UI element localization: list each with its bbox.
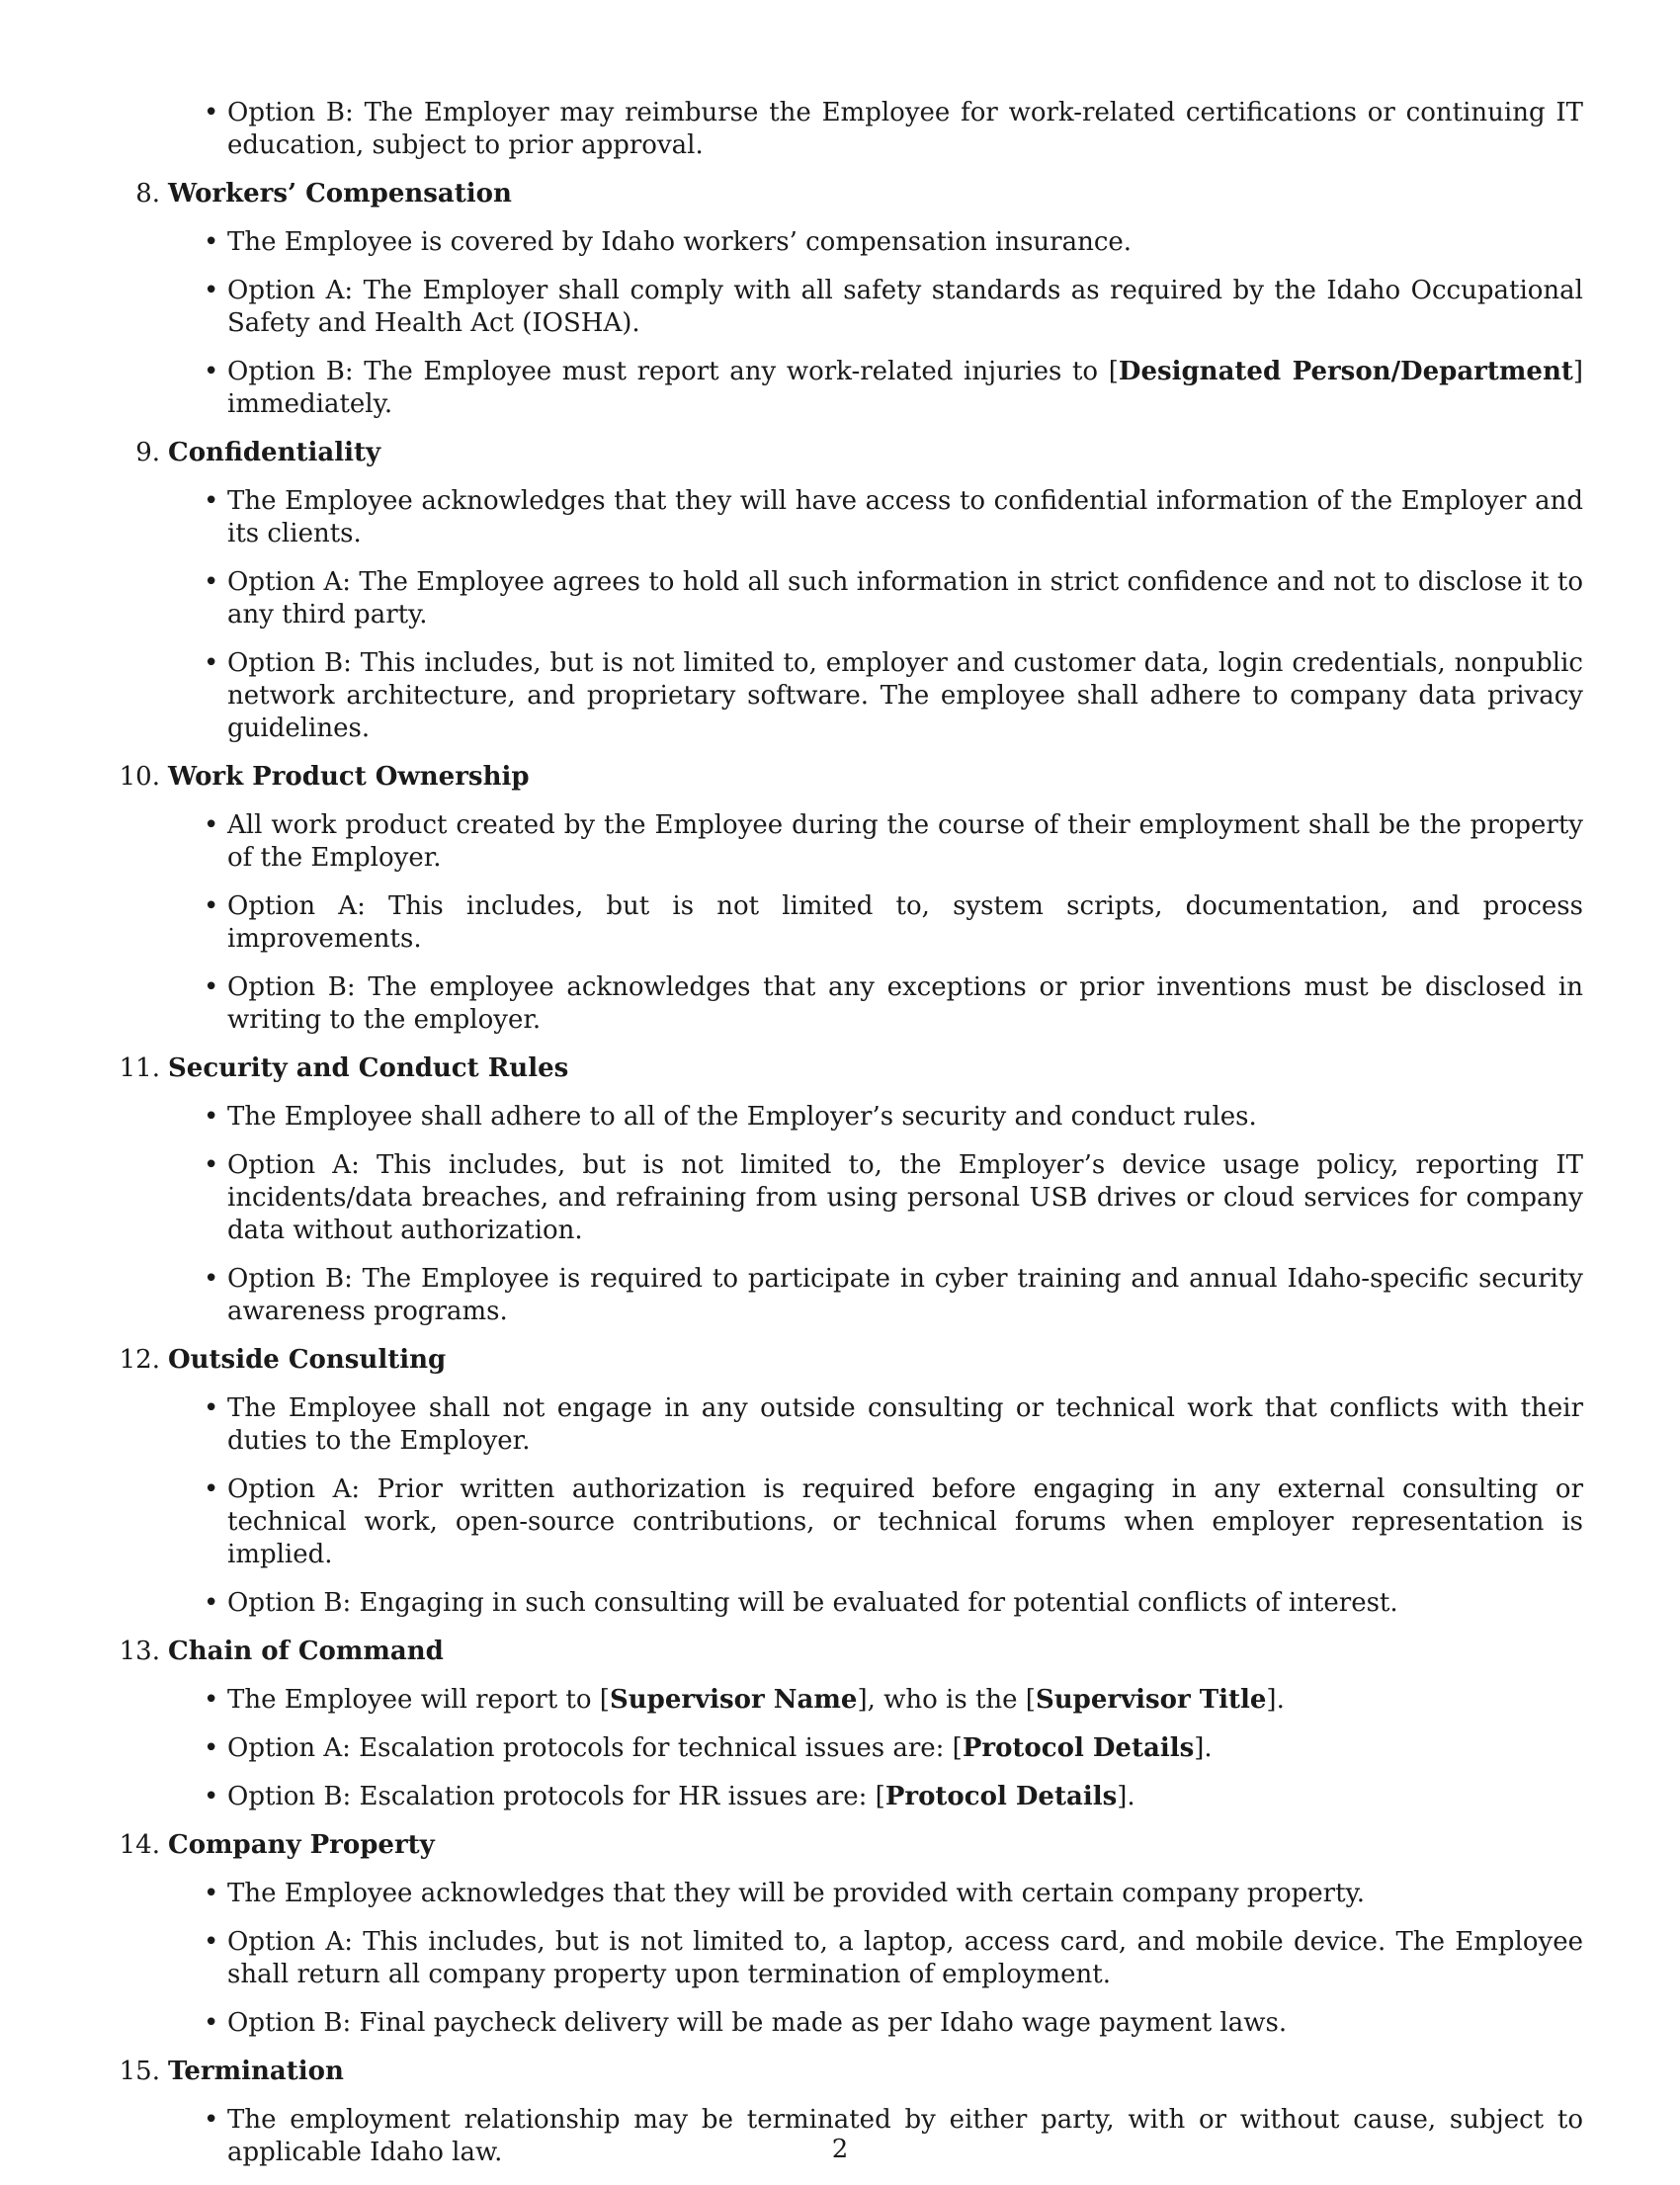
section-title: Security and Conduct Rules <box>168 1053 569 1083</box>
document-body <box>119 97 1584 2185</box>
section-number: 10. <box>119 762 160 792</box>
section-heading <box>130 178 1583 210</box>
section-title: Termination <box>168 2057 344 2086</box>
section-bullet: • Option B: Escalation protocols for HR issues are: [Protocol Details]. <box>130 1781 1583 1813</box>
section-number: 15. <box>119 2057 160 2086</box>
section-number: 8. <box>135 179 160 209</box>
section-bullet: • Option A: The Employer shall comply with all safety standards as required by the Idaho Occupational Safety and Health Act (IOSHA). <box>130 275 1583 340</box>
section-title: Chain of Command <box>168 1637 444 1666</box>
placeholder-field: Supervisor Title <box>1035 1685 1267 1715</box>
section-number: 14. <box>119 1830 160 1860</box>
placeholder-field: Supervisor Name <box>609 1685 858 1715</box>
section-bullet: • The Employee is covered by Idaho workers’ compensation insurance. <box>130 226 1583 259</box>
section-bullet: • The Employee shall adhere to all of the Employer’s security and conduct rules. <box>130 1101 1583 1134</box>
section-heading <box>119 1829 1583 1862</box>
section-heading <box>130 437 1583 469</box>
intro-bullet: • Option B: The Employer may reimburse the Employee for work-related certifications or continuing IT education, subject to prior approval. <box>130 97 1583 162</box>
section-bullet: • Option A: Escalation protocols for technical issues are: [Protocol Details]. <box>130 1732 1583 1765</box>
placeholder-field: Designated Person/Department <box>1118 357 1573 386</box>
section-bullet: • Option A: The Employee agrees to hold all such information in strict confidence and not to disclose it to any third party. <box>130 566 1583 631</box>
section-bullet: • Option B: The employee acknowledges that any exceptions or prior inventions must be disclosed in writing to the employer. <box>130 971 1583 1037</box>
section-heading <box>119 1344 1583 1377</box>
section-heading <box>119 1636 1583 1668</box>
section-number: 13. <box>119 1637 160 1666</box>
section-bullet: • Option B: This includes, but is not limited to, employer and customer data, login credentials, nonpublic network architecture, and proprietary software. The employee shall adhere to company data privacy guidelines. <box>130 647 1583 745</box>
section-bullet: • The Employee acknowledges that they will have access to confidential information of the Employer and its clients. <box>130 485 1583 550</box>
section-bullet: • Option B: The Employee is required to participate in cyber training and annual Idaho-specific security awareness programs. <box>130 1263 1583 1328</box>
section-title: Confidentiality <box>168 438 381 467</box>
section-number: 9. <box>135 438 160 467</box>
section-title: Outside Consulting <box>168 1345 447 1375</box>
section-title: Work Product Ownership <box>168 762 530 792</box>
section-heading <box>119 1052 1583 1085</box>
section-bullet: • The Employee shall not engage in any outside consulting or technical work that conflicts with their duties to the Employer. <box>130 1392 1583 1458</box>
section-heading <box>119 761 1583 794</box>
section-bullet: • Option B: Final paycheck delivery will be made as per Idaho wage payment laws. <box>130 2007 1583 2040</box>
section-bullet: • Option A: Prior written authorization is required before engaging in any external consulting or technical work, open-source contributions, or technical forums when employer representation is implied. <box>130 1473 1583 1571</box>
section-bullet: • Option B: The Employee must report any work-related injuries to [Designated Person/Department] immediately. <box>130 356 1583 421</box>
section-bullet: • All work product created by the Employee during the course of their employment shall be the property of the Employer. <box>130 809 1583 875</box>
section-bullet: • Option A: This includes, but is not limited to, the Employer’s device usage policy, reporting IT incidents/data breaches, and refraining from using personal USB drives or cloud services for company data without authorization. <box>130 1149 1583 1247</box>
page-number: 2 <box>831 2135 849 2164</box>
section-bullet: • The Employee acknowledges that they will be provided with certain company property. <box>130 1878 1583 1910</box>
section-bullet: • Option A: This includes, but is not limited to, a laptop, access card, and mobile device. The Employee shall return all company property upon termination of employment. <box>130 1926 1583 1991</box>
section-number: 12. <box>119 1345 160 1375</box>
section-heading <box>119 2056 1583 2088</box>
section-title: Workers’ Compensation <box>168 179 512 209</box>
section-bullet: • The Employee will report to [Supervisor Name], who is the [Supervisor Title]. <box>130 1684 1583 1717</box>
section-number: 11. <box>119 1053 160 1083</box>
section-title: Company Property <box>168 1830 435 1860</box>
section-bullet: • The employment relationship may be terminated by either party, with or without cause, subject to applicable Idaho law. <box>130 2104 1583 2169</box>
section-bullet: • Option B: Engaging in such consulting will be evaluated for potential conflicts of interest. <box>130 1587 1583 1620</box>
placeholder-field: Protocol Details <box>884 1782 1118 1811</box>
section-bullet: • Option A: This includes, but is not limited to, system scripts, documentation, and process improvements. <box>130 890 1583 956</box>
placeholder-field: Protocol Details <box>962 1733 1195 1763</box>
